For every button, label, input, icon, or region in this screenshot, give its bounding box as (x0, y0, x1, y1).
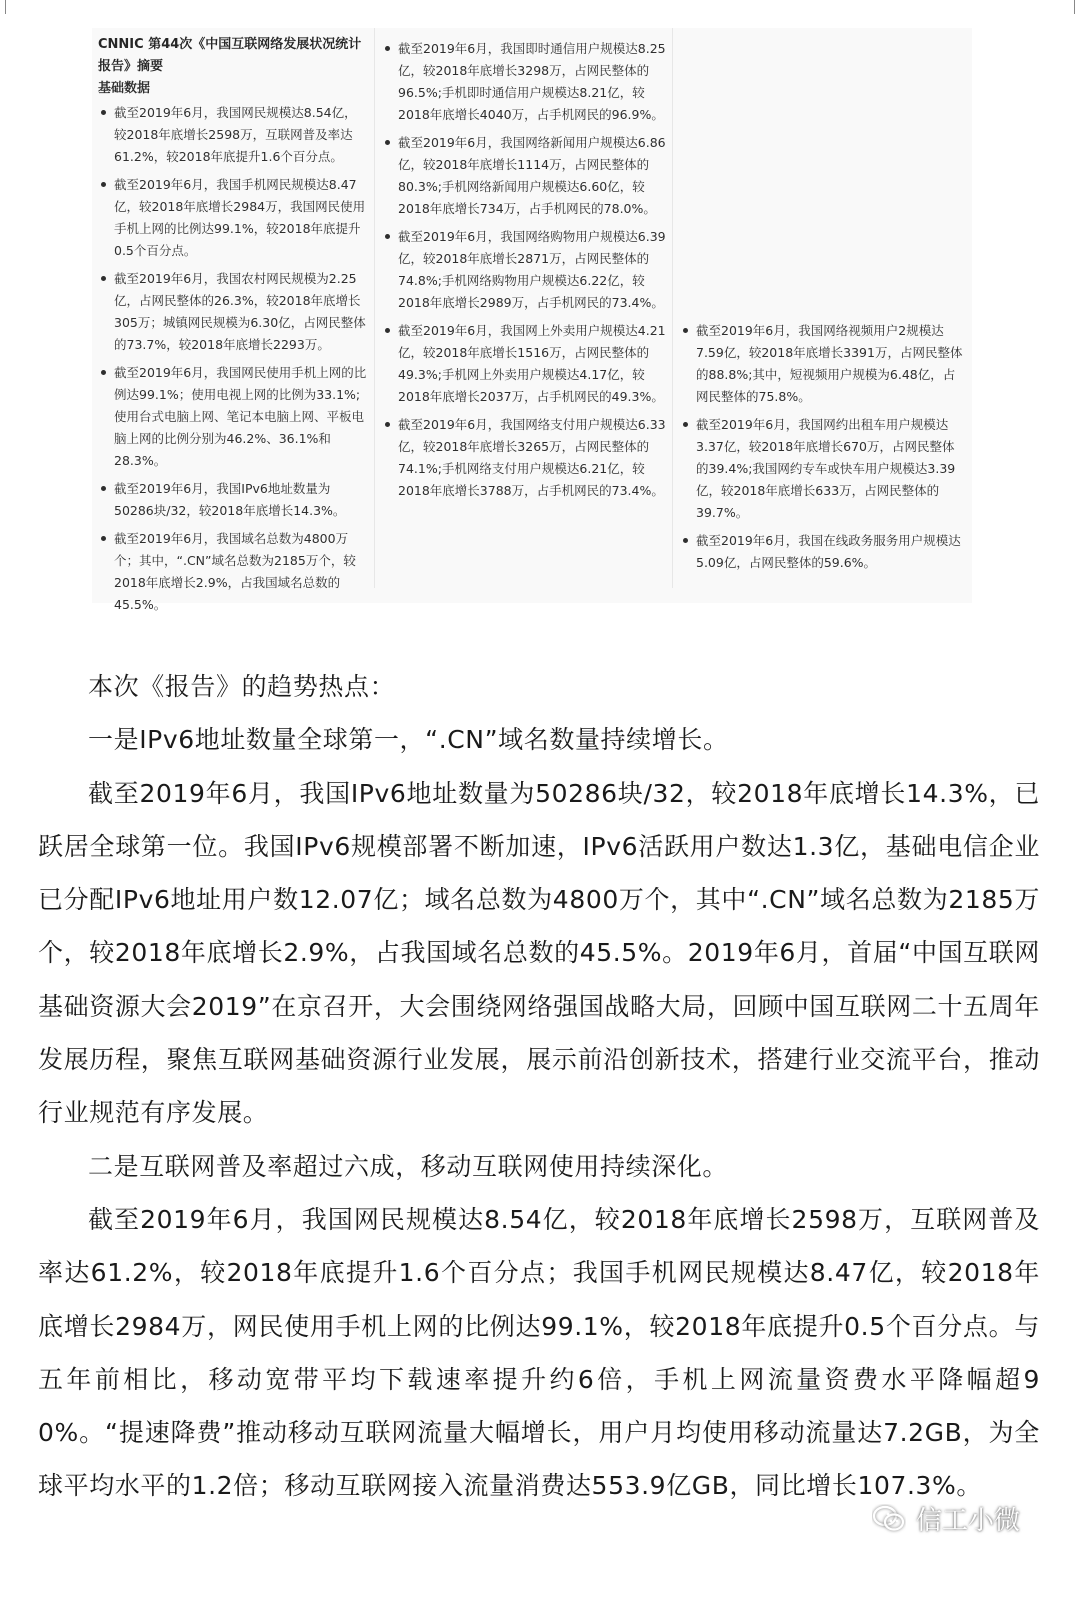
article-body (38, 660, 1040, 1513)
list-item: 截至2019年6月，我国网上外卖用户规模达4.21亿，较2018年底增长1516万，占网民整体的49.3%;手机网上外卖用户规模达4.17亿，较2018年底增长2037万，占手机网民的49.3%。 (382, 320, 672, 408)
watermark (872, 1500, 1020, 1537)
summary-list-2 (382, 38, 672, 502)
column-divider (672, 28, 673, 588)
list-item: 截至2019年6月，我国即时通信用户规模达8.25亿，较2018年底增长3298万，占网民整体的96.5%;手机即时通信用户规模达8.21亿，较2018年底增长4040万，占手机网民的96.9%。 (382, 38, 672, 126)
paragraph-point-2: 截至2019年6月，我国网民规模达8.54亿，较2018年底增长2598万，互联网普及率达61.2%，较2018年底提升1.6个百分点；我国手机网民规模达8.47亿，较2018年底增长2984万，网民使用手机上网的比例达99.1%，较2018年底提升0.5个百分点。与五年前相比，移动宽带平均下载速率提升约6倍，手机上网流量资费水平降幅超90%。“提速降费”推动移动互联网流量大幅增长，用户月均使用移动流量达7.2GB，为全球平均水平的1.2倍；移动互联网接入流量消费达553.9亿GB，同比增长107.3%。 (38, 1204, 1040, 1501)
summary-column-3 (680, 320, 965, 580)
watermark-text: 信工小微 (916, 1506, 1021, 1536)
summary-list-1 (98, 102, 368, 616)
list-item: 截至2019年6月，我国在线政务服务用户规模达5.09亿，占网民整体的59.6%。 (680, 530, 965, 574)
list-item: 截至2019年6月，我国网络购物用户规模达6.39亿，较2018年底增长2871万，占网民整体的74.8%;手机网络购物用户规模达6.22亿，较2018年底增长2989万，占手机网民的73.4%。 (382, 226, 672, 314)
wechat-icon (872, 1504, 906, 1534)
summary-column-1 (98, 34, 368, 622)
list-item: 截至2019年6月，我国网络视频用户2规模达7.59亿，较2018年底增长3391万，占网民整体的88.8%;其中，短视频用户规模为6.48亿，占网民整体的75.8%。 (680, 320, 965, 408)
column-divider (374, 28, 375, 588)
summary-column-2 (382, 38, 672, 508)
list-item: 截至2019年6月，我国农村网民规模为2.25亿，占网民整体的26.3%，较2018年底增长305万；城镇网民规模为6.30亿，占网民整体的73.7%，较2018年底增长2293万。 (98, 268, 368, 356)
paragraph-intro: 本次《报告》的趋势热点： (88, 672, 396, 701)
list-item: 截至2019年6月，我国网约出租车用户规模达3.37亿，较2018年底增长670万，占网民整体的39.4%;我国网约专车或快车用户规模达3.39亿，较2018年底增长633万，占网民整体的39.7%。 (680, 414, 965, 524)
heading-point-2: 二是互联网普及率超过六成，移动互联网使用持续深化。 (88, 1151, 729, 1181)
list-item: 截至2019年6月，我国网民使用手机上网的比例达99.1%；使用电视上网的比例为33.1%;使用台式电脑上网、笔记本电脑上网、平板电脑上网的比例分别为46.2%、36.1%和28.3%。 (98, 362, 368, 472)
list-item: 截至2019年6月，我国网民规模达8.54亿，较2018年底增长2598万，互联网普及率达61.2%，较2018年底提升1.6个百分点。 (98, 102, 368, 168)
list-item: 截至2019年6月，我国域名总数为4800万个；其中，“.CN”域名总数为2185万个，较2018年底增长2.9%，占我国域名总数的45.5%。 (98, 528, 368, 616)
summary-title: CNNIC 第44次《中国互联网络发展状况统计报告》摘要 (98, 37, 362, 74)
summary-scan-image (92, 28, 972, 612)
list-item: 截至2019年6月，我国网络支付用户规模达6.33亿，较2018年底增长3265万，占网民整体的74.1%;手机网络支付用户规模达6.21亿，较2018年底增长3788万，占手机网民的73.4%。 (382, 414, 672, 502)
list-item: 截至2019年6月，我国手机网民规模达8.47亿，较2018年底增长2984万，我国网民使用手机上网的比例达99.1%，较2018年底提升0.5个百分点。 (98, 174, 368, 262)
corner-mark-left (5, 0, 6, 14)
heading-point-1: 一是IPv6地址数量全球第一，“.CN”域名数量持续增长。 (88, 725, 729, 755)
summary-subtitle: 基础数据 (98, 81, 151, 96)
corner-mark-right (1074, 0, 1075, 14)
list-item: 截至2019年6月，我国IPv6地址数量为50286块/32，较2018年底增长14.3%。 (98, 478, 368, 522)
summary-list-3 (680, 320, 965, 574)
paragraph-point-1: 截至2019年6月，我国IPv6地址数量为50286块/32，较2018年底增长14.3%，已跃居全球第一位。我国IPv6规模部署不断加速，IPv6活跃用户数达1.3亿，基础电信企业已分配IPv6地址用户数12.07亿；域名总数为4800万个，其中“.CN”域名总数为2185万个，较2018年底增长2.9%，占我国域名总数的45.5%。2019年6月，首届“中国互联网基础资源大会2019”在京召开，大会围绕网络强国战略大局，回顾中国互联网二十五周年发展历程，聚焦互联网基础资源行业发展，展示前沿创新技术，搭建行业交流平台，推动行业规范有序发展。 (38, 778, 1040, 1128)
list-item: 截至2019年6月，我国网络新闻用户规模达6.86亿，较2018年底增长1114万，占网民整体的80.3%;手机网络新闻用户规模达6.60亿，较2018年底增长734万，占手机网民的78.0%。 (382, 132, 672, 220)
